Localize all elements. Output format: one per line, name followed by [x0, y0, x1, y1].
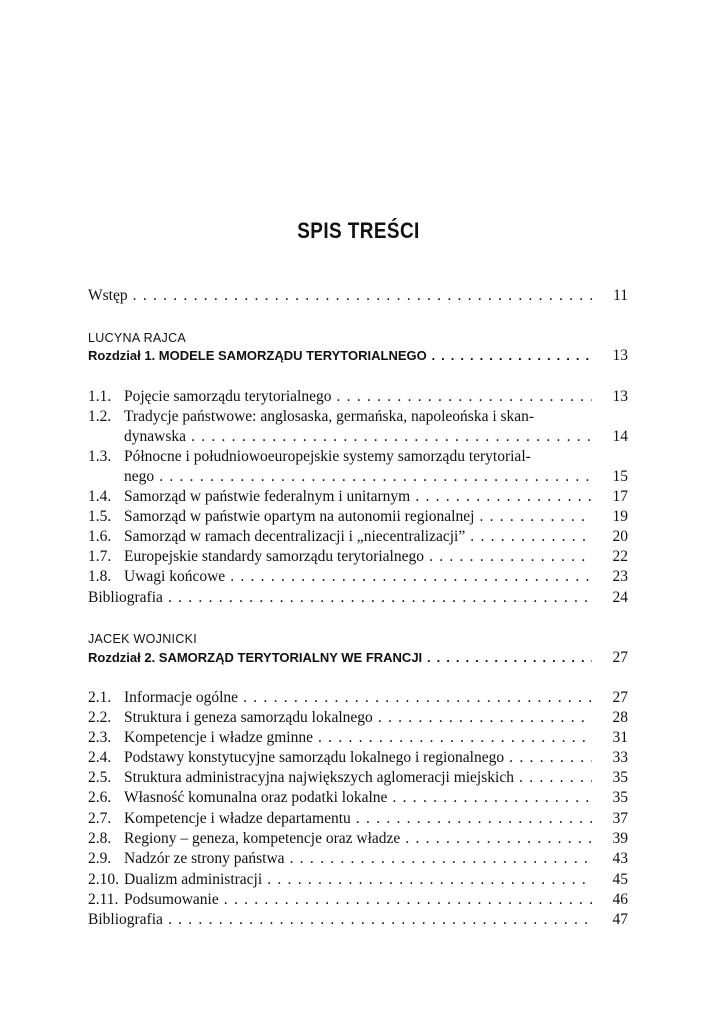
chapter-2-title: Rozdział 2. SAMORZĄD TERYTORIALNY WE FRANCJI . . .	[88, 648, 592, 668]
toc-page-number: 43	[612, 850, 628, 867]
toc-page-number: 23	[612, 568, 628, 585]
toc-page-number: 13	[612, 347, 628, 364]
toc-page-number: 22	[612, 548, 628, 565]
toc-page-number: 28	[612, 709, 628, 726]
toc-page-number: 11	[613, 287, 628, 304]
toc-entry-bibliography-1[interactable]	[88, 588, 628, 608]
toc-entry-label: Podsumowanie . . .	[124, 890, 592, 910]
toc-entry-2-4[interactable]	[88, 748, 628, 768]
toc-entry-number: 2.10.	[88, 871, 119, 888]
toc-entry-label: Dualizm administracji . . .	[124, 870, 592, 890]
toc-entry-number: 2.7.	[88, 810, 112, 827]
toc-entry-label: Samorząd w państwie federalnym i unitarnym . . .	[124, 487, 592, 507]
toc-entry-2-11[interactable]	[88, 890, 628, 910]
toc-entry-number: 2.3.	[88, 729, 112, 746]
toc-entry-label: Struktura administracyjna największych aglomeracji miejskich . . .	[124, 768, 592, 788]
toc-entry-label: Wstęp . . .	[88, 286, 592, 306]
toc-entry-label: Północne i południowoeuropejskie systemy samorządu terytorial-	[124, 448, 531, 465]
toc-chapter-1[interactable]	[88, 346, 628, 366]
toc-entry-label: Pojęcie samorządu terytorialnego . . .	[124, 387, 592, 407]
toc-page-number: 35	[612, 789, 628, 806]
toc-page-number: 17	[612, 488, 628, 505]
toc-entry-1-8[interactable]	[88, 567, 628, 587]
toc-page-number: 27	[612, 689, 628, 706]
toc-entry-label: Samorząd w ramach decentralizacji i „niecentralizacji” . . .	[124, 527, 592, 547]
toc-entry-label-continued: nego . . .	[124, 467, 592, 487]
toc-page-number: 37	[612, 810, 628, 827]
toc-entry-number: 2.6.	[88, 789, 112, 806]
toc-entry-1-6[interactable]	[88, 527, 628, 547]
toc-entry-number: 1.7.	[88, 548, 112, 565]
toc-entry-label: Nadzór ze strony państwa . . .	[124, 849, 592, 869]
toc-page-number: 15	[612, 468, 628, 485]
toc-entry-number: 2.1.	[88, 689, 112, 706]
toc-entry-label-continued: dynawska . . .	[124, 427, 592, 447]
toc-entry-number: 2.9.	[88, 850, 112, 867]
toc-entry-1-3-continued[interactable]	[88, 467, 628, 487]
toc-entry-number: 1.2.	[88, 408, 112, 425]
chapter-2-author: JACEK WOJNICKI	[88, 632, 198, 646]
toc-page-number: 24	[612, 589, 628, 606]
toc-page-number: 47	[612, 911, 628, 928]
toc-entry-number: 2.8.	[88, 830, 112, 847]
toc-entry-intro[interactable]	[88, 286, 628, 306]
toc-entry-number: 2.5.	[88, 769, 112, 786]
chapter-1-title: Rozdział 1. MODELE SAMORZĄDU TERYTORIALNEGO . . .	[88, 346, 592, 366]
toc-entry-label: Własność komunalna oraz podatki lokalne . . .	[124, 788, 592, 808]
toc-entry-2-10[interactable]	[88, 870, 628, 890]
toc-page-number: 14	[612, 428, 628, 445]
toc-page-number: 46	[612, 891, 628, 908]
toc-page-number: 13	[612, 388, 628, 405]
toc-page-number: 39	[612, 830, 628, 847]
toc-page-number: 45	[612, 871, 628, 888]
toc-entry-label: Europejskie standardy samorządu terytorialnego . . .	[124, 547, 592, 567]
toc-entry-label: Regiony – geneza, kompetencje oraz władze . . .	[124, 829, 592, 849]
toc-entry-1-5[interactable]	[88, 507, 628, 527]
toc-entry-1-1[interactable]	[88, 387, 628, 407]
toc-entry-label: Kompetencje i władze gminne . . .	[124, 728, 592, 748]
toc-entry-bibliography-2[interactable]	[88, 910, 628, 930]
toc-entry-label: Bibliografia . . .	[88, 910, 592, 930]
toc-entry-label: Bibliografia . . .	[88, 588, 592, 608]
toc-entry-number: 2.2.	[88, 709, 112, 726]
toc-page-number: 31	[612, 729, 628, 746]
toc-entry-label: Struktura i geneza samorządu lokalnego . . .	[124, 708, 592, 728]
toc-entry-number: 1.5.	[88, 508, 112, 525]
toc-entry-label: Podstawy konstytucyjne samorządu lokalnego i regionalnego . . .	[124, 748, 592, 768]
toc-entry-number: 1.3.	[88, 448, 112, 465]
toc-entry-label: Samorząd w państwie opartym na autonomii regionalnej . . .	[124, 507, 592, 527]
toc-page-number: 35	[612, 769, 628, 786]
toc-entry-number: 2.4.	[88, 749, 112, 766]
toc-entry-1-4[interactable]	[88, 487, 628, 507]
page-title: SPIS TREŚCI	[297, 218, 420, 243]
toc-entry-2-7[interactable]	[88, 809, 628, 829]
toc-entry-1-3[interactable]	[88, 447, 628, 467]
toc-entry-2-6[interactable]	[88, 788, 628, 808]
toc-page-number: 27	[612, 649, 628, 666]
toc-entry-number: 1.1.	[88, 388, 112, 405]
toc-chapter-2[interactable]	[88, 648, 628, 668]
toc-entry-number: 1.6.	[88, 528, 112, 545]
chapter-1-author: LUCYNA RAJCA	[88, 331, 187, 345]
toc-entry-label: Tradycje państwowe: anglosaska, germańska, napoleońska i skan-	[124, 408, 535, 425]
toc-entry-2-5[interactable]	[88, 768, 628, 788]
toc-entry-label: Informacje ogólne . . .	[124, 688, 592, 708]
toc-entry-2-3[interactable]	[88, 728, 628, 748]
toc-entry-number: 2.11.	[88, 891, 119, 908]
toc-entry-2-1[interactable]	[88, 688, 628, 708]
toc-entry-1-7[interactable]	[88, 547, 628, 567]
toc-entry-2-2[interactable]	[88, 708, 628, 728]
toc-entry-number: 1.8.	[88, 568, 112, 585]
toc-entry-label: Uwagi końcowe . . .	[124, 567, 592, 587]
toc-entry-1-2[interactable]	[88, 407, 628, 427]
toc-page-number: 33	[612, 749, 628, 766]
toc-entry-number: 1.4.	[88, 488, 112, 505]
toc-entry-2-9[interactable]	[88, 849, 628, 869]
toc-entry-1-2-continued[interactable]	[88, 427, 628, 447]
toc-entry-label: Kompetencje i władze departamentu . . .	[124, 809, 592, 829]
toc-page-number: 20	[612, 528, 628, 545]
toc-entry-2-8[interactable]	[88, 829, 628, 849]
toc-page-number: 19	[612, 508, 628, 525]
